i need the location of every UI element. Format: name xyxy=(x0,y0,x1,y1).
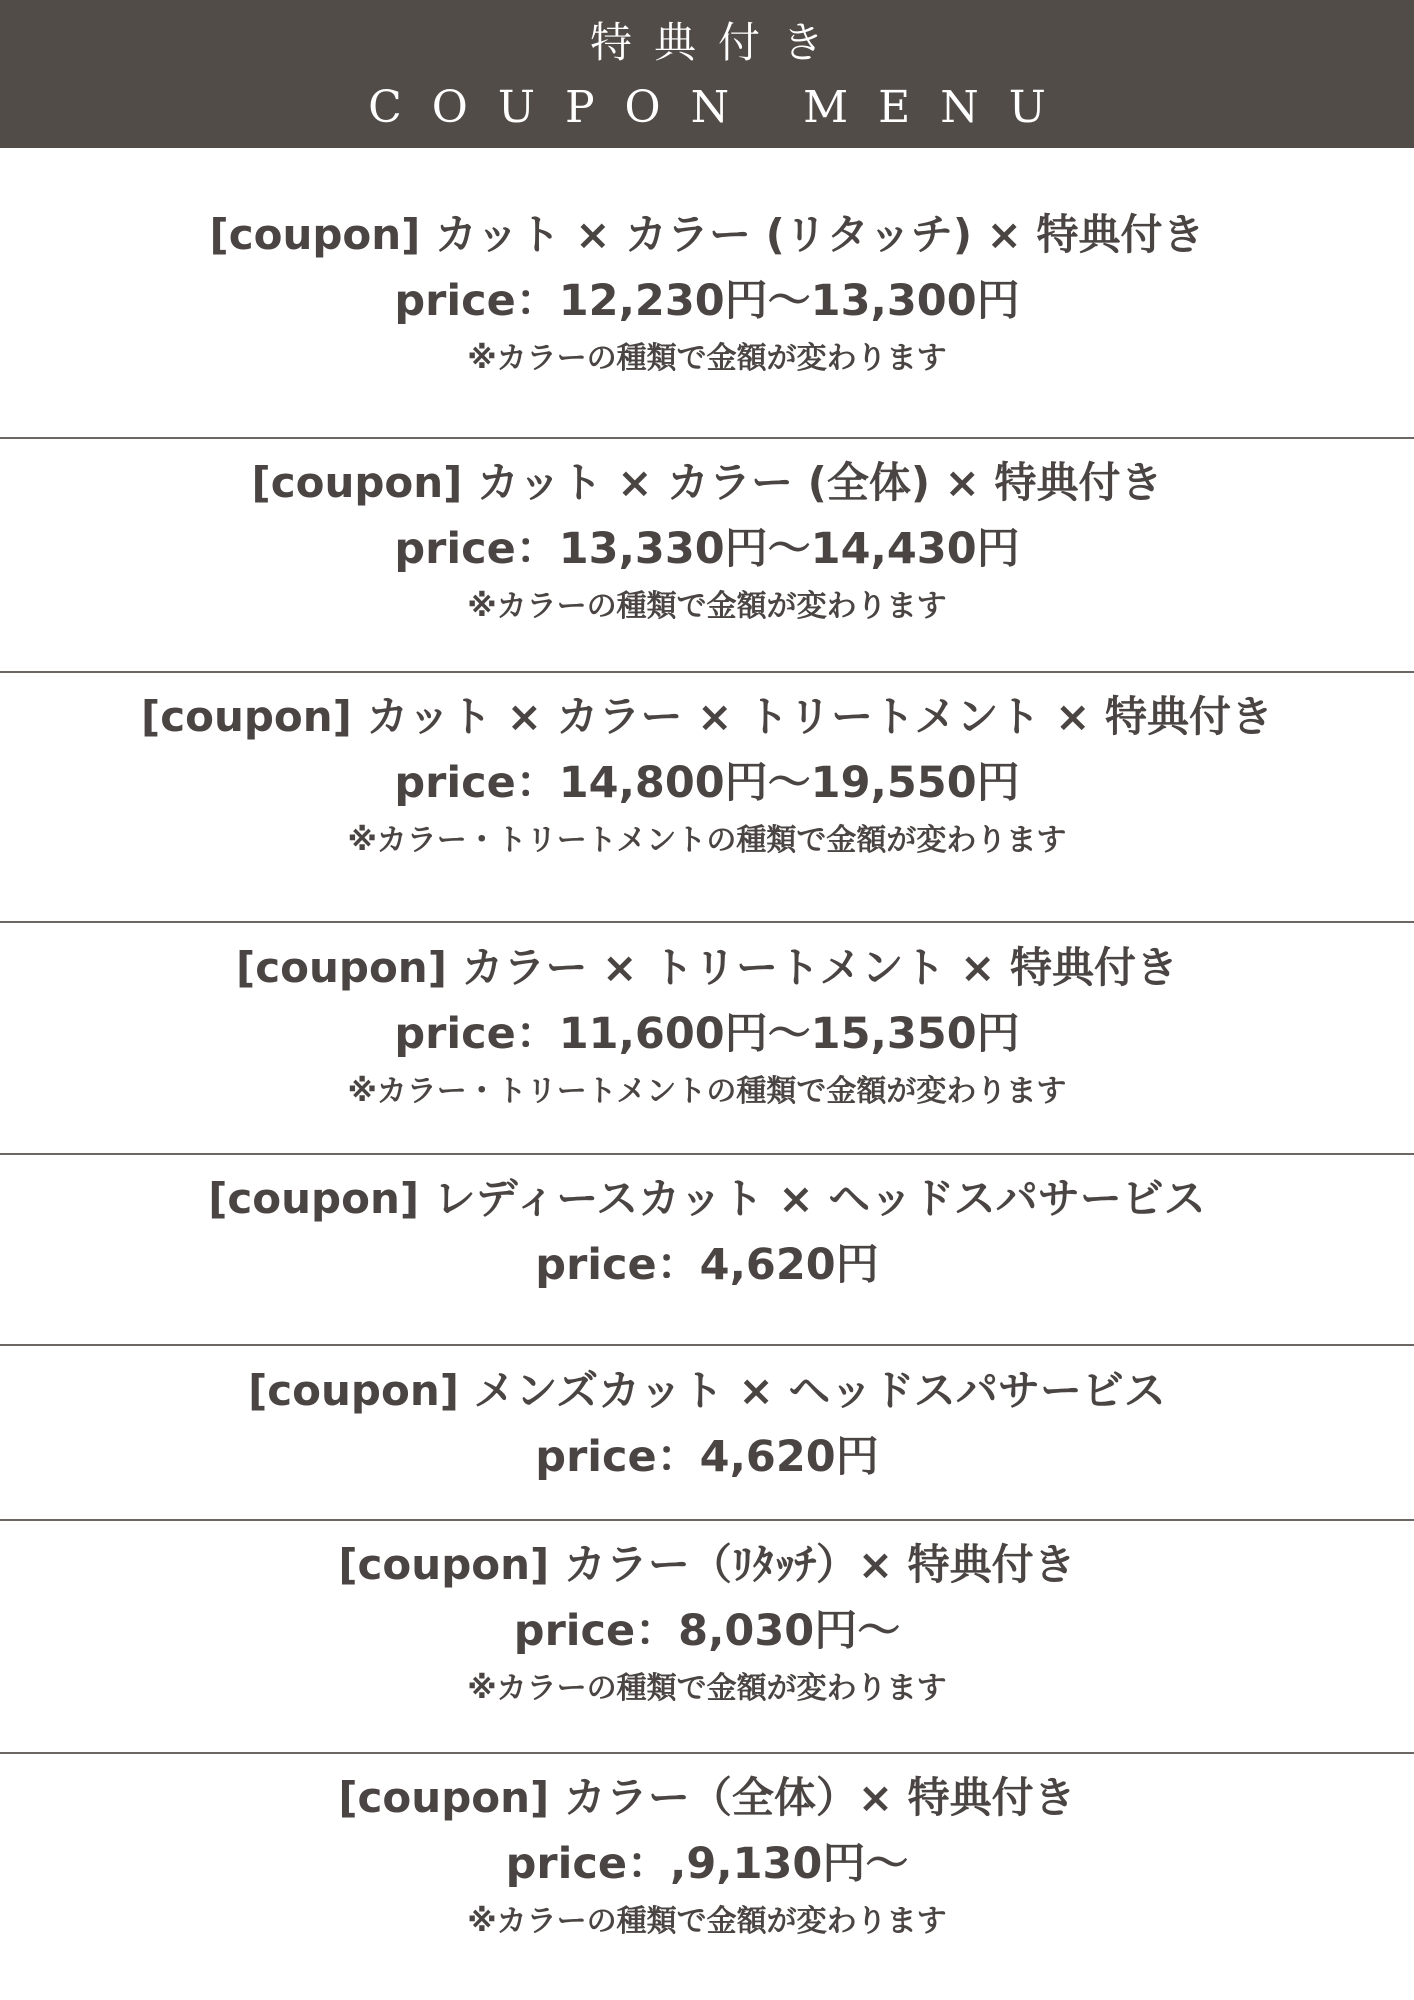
section-divider xyxy=(0,921,1414,923)
coupon-title: [coupon] カラー（ﾘﾀｯﾁ）× 特典付き xyxy=(338,1540,1076,1589)
coupon-price: price：13,330円〜14,430円 xyxy=(394,524,1020,574)
coupon-note: ※カラーの種類で金額が変わります xyxy=(467,1904,947,1939)
section-divider xyxy=(0,1519,1414,1521)
coupon-price: price：,9,130円〜 xyxy=(505,1839,909,1889)
header-title-jp: 特典付き xyxy=(589,18,846,67)
menu-header xyxy=(0,0,1414,148)
coupon-item-cut-color-treatment xyxy=(0,692,1414,917)
coupon-price: price：12,230円〜13,300円 xyxy=(394,276,1020,326)
coupon-price: price：8,030円〜 xyxy=(513,1606,901,1656)
coupon-title: [coupon] メンズカット × ヘッドスパサービス xyxy=(248,1366,1166,1415)
section-divider xyxy=(0,1153,1414,1155)
coupon-title: [coupon] レディースカット × ヘッドスパサービス xyxy=(208,1174,1206,1223)
coupon-title: [coupon] カラー（全体）× 特典付き xyxy=(338,1773,1076,1822)
coupon-title: [coupon] カット × カラー (リタッチ) × 特典付き xyxy=(209,210,1205,259)
coupon-note: ※カラーの種類で金額が変わります xyxy=(467,1671,947,1706)
coupon-price: price：11,600円〜15,350円 xyxy=(394,1009,1020,1059)
coupon-item-full-color xyxy=(0,1773,1414,1973)
coupon-price: price：14,800円〜19,550円 xyxy=(394,758,1020,808)
coupon-item-ladies-cut-headspa xyxy=(0,1174,1414,1334)
coupon-item-retouch-color-cut xyxy=(0,210,1414,438)
section-divider xyxy=(0,1344,1414,1346)
section-divider xyxy=(0,437,1414,439)
coupon-note: ※カラー・トリートメントの種類で金額が変わります xyxy=(347,823,1067,858)
coupon-item-retouch-color xyxy=(0,1540,1414,1740)
coupon-note: ※カラー・トリートメントの種類で金額が変わります xyxy=(347,1074,1067,1109)
coupon-note: ※カラーの種類で金額が変わります xyxy=(467,341,947,376)
coupon-title: [coupon] カット × カラー (全体) × 特典付き xyxy=(251,458,1163,507)
coupon-item-mens-cut-headspa xyxy=(0,1366,1414,1526)
coupon-price: price：4,620円 xyxy=(535,1240,879,1290)
coupon-title: [coupon] カラー × トリートメント × 特典付き xyxy=(236,943,1178,992)
header-title-en: COUPON MENU xyxy=(368,82,1076,133)
coupon-item-color-treatment xyxy=(0,943,1414,1153)
coupon-price: price：4,620円 xyxy=(535,1432,879,1482)
coupon-note: ※カラーの種類で金額が変わります xyxy=(467,589,947,624)
section-divider xyxy=(0,671,1414,673)
section-divider xyxy=(0,1752,1414,1754)
coupon-item-full-color-cut xyxy=(0,458,1414,658)
coupon-title: [coupon] カット × カラー × トリートメント × 特典付き xyxy=(141,692,1273,741)
